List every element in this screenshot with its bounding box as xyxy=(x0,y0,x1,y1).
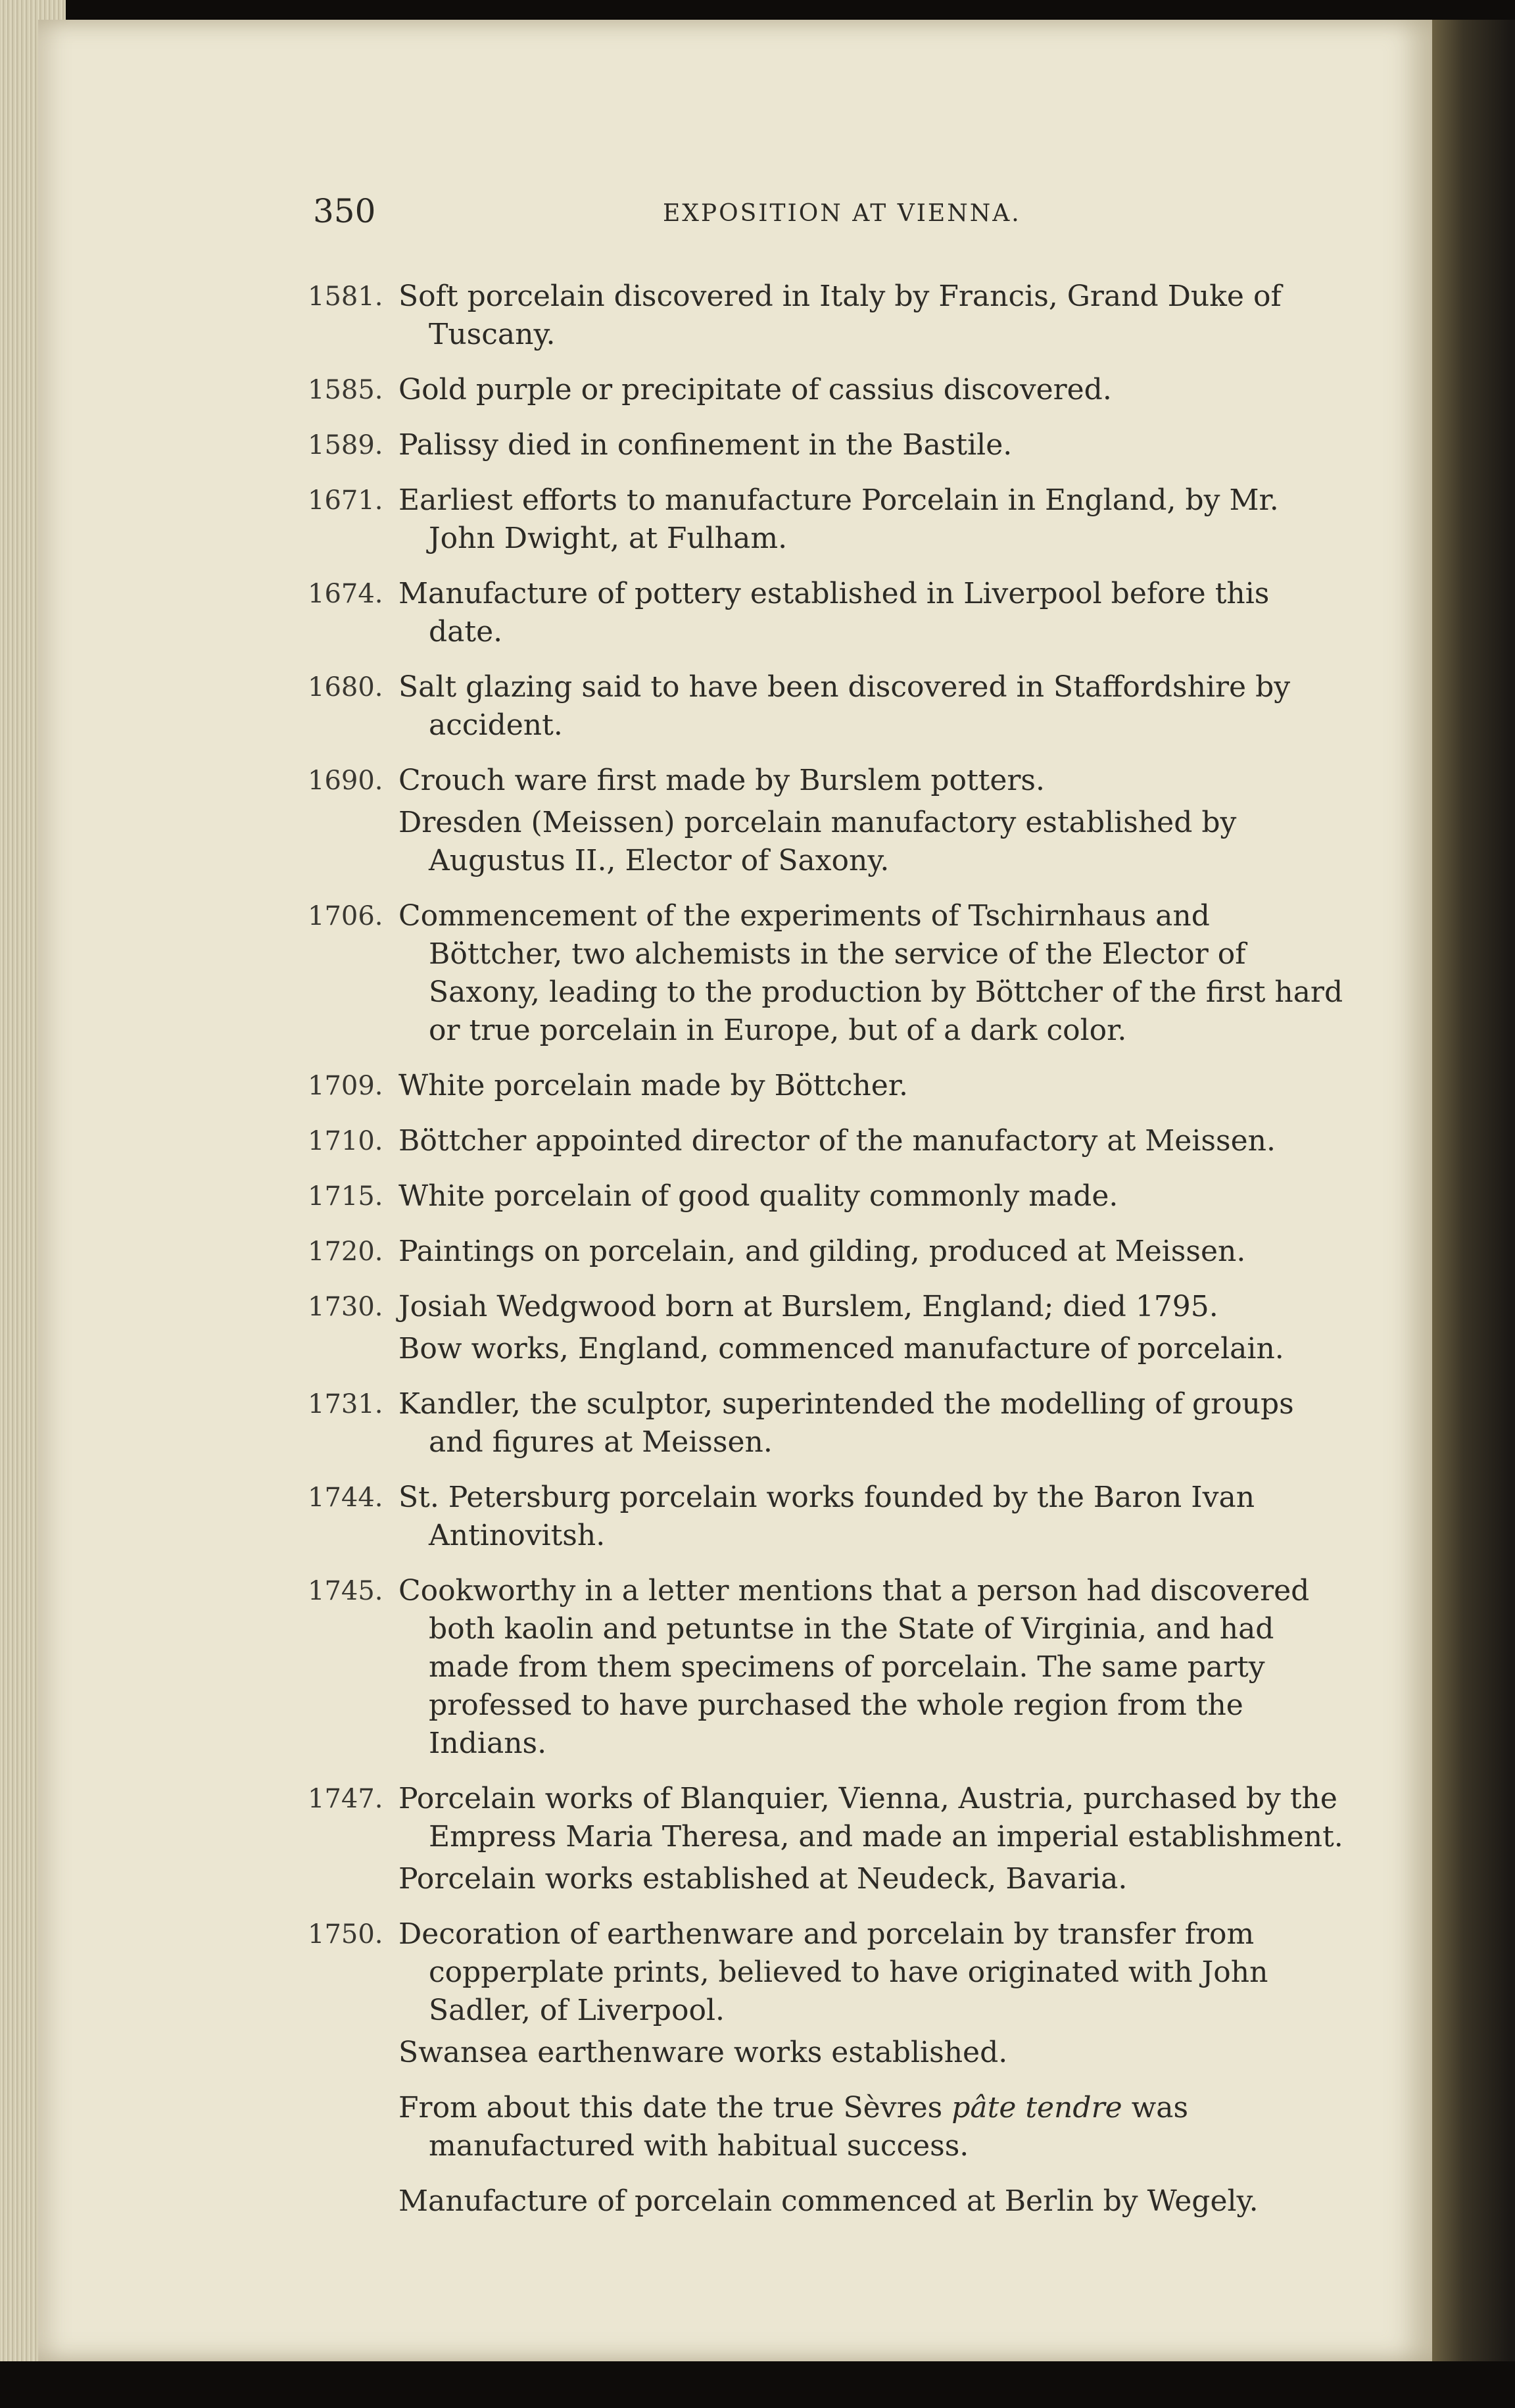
chronology-entry xyxy=(38,1385,1432,1462)
chronology-entry xyxy=(38,575,1432,651)
entry-year: 1744. xyxy=(308,1483,383,1513)
entry-year: 1710. xyxy=(308,1126,383,1156)
entry-text-block xyxy=(398,1288,1345,1368)
entry-text: Dresden (Meissen) porcelain manufactory established by Augustus II., Elector of Saxony. xyxy=(398,806,1237,877)
entry-text-block xyxy=(398,1572,1345,1763)
entry-year: 1581. xyxy=(308,282,383,312)
entry-year: 1589. xyxy=(308,430,383,460)
chronology-list xyxy=(38,278,1432,2238)
entry-text-block xyxy=(398,1385,1345,1462)
entry-text: Böttcher appointed director of the manufactory at Meissen. xyxy=(398,1124,1276,1158)
entry-text: Commencement of the experiments of Tschirnhaus and Böttcher, two alchemists in the service of the Elector of Saxony, leading to the production by Böttcher of the first hard or true porcelain in Europe, but of a dark color. xyxy=(398,899,1343,1047)
entry-text-block xyxy=(398,1067,1345,1105)
chronology-entry xyxy=(38,1067,1432,1105)
chronology-entry xyxy=(38,1233,1432,1271)
entry-text: White porcelain made by Böttcher. xyxy=(398,1069,908,1102)
entry-year: 1745. xyxy=(308,1576,383,1606)
chronology-entry xyxy=(38,1915,1432,2072)
chronology-entry xyxy=(38,1780,1432,1898)
entry-text-block xyxy=(398,2089,1345,2165)
entry-year: 1674. xyxy=(308,579,383,609)
entry-year: 1706. xyxy=(308,901,383,931)
chronology-entry xyxy=(38,897,1432,1050)
chronology-entry xyxy=(38,371,1432,409)
entry-text-block xyxy=(398,762,1345,880)
entry-text-italic: pâte tendre xyxy=(951,2091,1122,2125)
running-head: EXPOSITION AT VIENNA. xyxy=(663,200,1021,227)
entry-text: Crouch ware first made by Burslem potters. xyxy=(398,764,1045,797)
scan-bottom-border xyxy=(0,2361,1515,2408)
entry-text: Soft porcelain discovered in Italy by Francis, Grand Duke of Tuscany. xyxy=(398,280,1282,351)
entry-year: 1709. xyxy=(308,1071,383,1101)
page-header xyxy=(38,192,1432,245)
entry-text: Palissy died in confinement in the Bastile. xyxy=(398,428,1013,462)
chronology-entry xyxy=(38,1177,1432,1216)
chronology-entry xyxy=(38,762,1432,880)
entry-year: 1720. xyxy=(308,1237,383,1267)
entry-year: 1750. xyxy=(308,1919,383,1950)
entry-text-block xyxy=(398,575,1345,651)
entry-text: White porcelain of good quality commonly made. xyxy=(398,1179,1118,1213)
entry-text-block xyxy=(398,897,1345,1050)
entry-text: St. Petersburg porcelain works founded by the Baron Ivan Antinovitsh. xyxy=(398,1481,1255,1552)
entry-text-block xyxy=(398,2182,1345,2221)
entry-year: 1747. xyxy=(308,1784,383,1814)
entry-text: Cookworthy in a letter mentions that a person had discovered both kaolin and petuntse in the State of Virginia, and had made from them specimens of porcelain. The same party professed to have purchased the whole region from the Indians. xyxy=(398,1574,1310,1760)
entry-text-part: was manufactured with habitual success. xyxy=(429,2091,1189,2163)
entry-year: 1730. xyxy=(308,1292,383,1322)
entry-text: Earliest efforts to manufacture Porcelain in England, by Mr. John Dwight, at Fulham. xyxy=(398,483,1279,555)
entry-text-block xyxy=(398,1122,1345,1160)
scan-top-border xyxy=(0,0,1515,20)
entry-text: Paintings on porcelain, and gilding, produced at Meissen. xyxy=(398,1235,1246,1268)
entry-year: 1680. xyxy=(308,672,383,702)
entry-text-block xyxy=(398,1233,1345,1271)
chronology-entry xyxy=(38,278,1432,354)
entry-text-block xyxy=(398,426,1345,464)
entry-text-block xyxy=(398,1780,1345,1898)
chronology-entry xyxy=(38,668,1432,745)
chronology-entry xyxy=(38,2182,1432,2221)
entry-text: Josiah Wedgwood born at Burslem, England; died 1795. xyxy=(398,1290,1218,1323)
entry-text: Swansea earthenware works established. xyxy=(398,2036,1008,2069)
entry-text: Salt glazing said to have been discovered in Staffordshire by accident. xyxy=(398,670,1291,742)
entry-text: Manufacture of porcelain commenced at Berlin by Wegely. xyxy=(398,2184,1259,2218)
entry-text-block xyxy=(398,1479,1345,1555)
entry-text: Porcelain works of Blanquier, Vienna, Austria, purchased by the Empress Maria Theresa, and made an imperial establishment. xyxy=(398,1782,1343,1854)
entry-text-part: From about this date the true Sèvres xyxy=(398,2091,952,2125)
entry-text-block xyxy=(398,481,1345,558)
entry-text xyxy=(398,2089,1345,2165)
entry-text-block xyxy=(398,668,1345,745)
chronology-entry xyxy=(38,1572,1432,1763)
book-page xyxy=(38,20,1432,2361)
chronology-entry xyxy=(38,1122,1432,1160)
entry-year: 1585. xyxy=(308,375,383,405)
entry-text-block xyxy=(398,371,1345,409)
entry-text: Decoration of earthenware and porcelain by transfer from copperplate prints, believed to have originated with John Sadler, of Liverpool. xyxy=(398,1917,1268,2027)
entry-text: Porcelain works established at Neudeck, Bavaria. xyxy=(398,1862,1128,1896)
entry-text: Kandler, the sculptor, superintended the modelling of groups and figures at Meissen. xyxy=(398,1387,1294,1459)
entry-text-block xyxy=(398,278,1345,354)
entry-text: Gold purple or precipitate of cassius discovered. xyxy=(398,373,1112,406)
entry-text-block xyxy=(398,1177,1345,1216)
entry-text: Manufacture of pottery established in Liverpool before this date. xyxy=(398,577,1270,649)
entry-text-block xyxy=(398,1915,1345,2072)
page-number: 350 xyxy=(313,192,376,230)
chronology-entry xyxy=(38,2089,1432,2165)
entry-year: 1690. xyxy=(308,766,383,796)
chronology-entry xyxy=(38,1479,1432,1555)
chronology-entry xyxy=(38,1288,1432,1368)
chronology-entry xyxy=(38,426,1432,464)
entry-year: 1715. xyxy=(308,1181,383,1212)
entry-year: 1671. xyxy=(308,485,383,516)
entry-text: Bow works, England, commenced manufacture of porcelain. xyxy=(398,1332,1284,1365)
chronology-entry xyxy=(38,481,1432,558)
binding-shadow xyxy=(1432,20,1511,2361)
entry-year: 1731. xyxy=(308,1389,383,1419)
